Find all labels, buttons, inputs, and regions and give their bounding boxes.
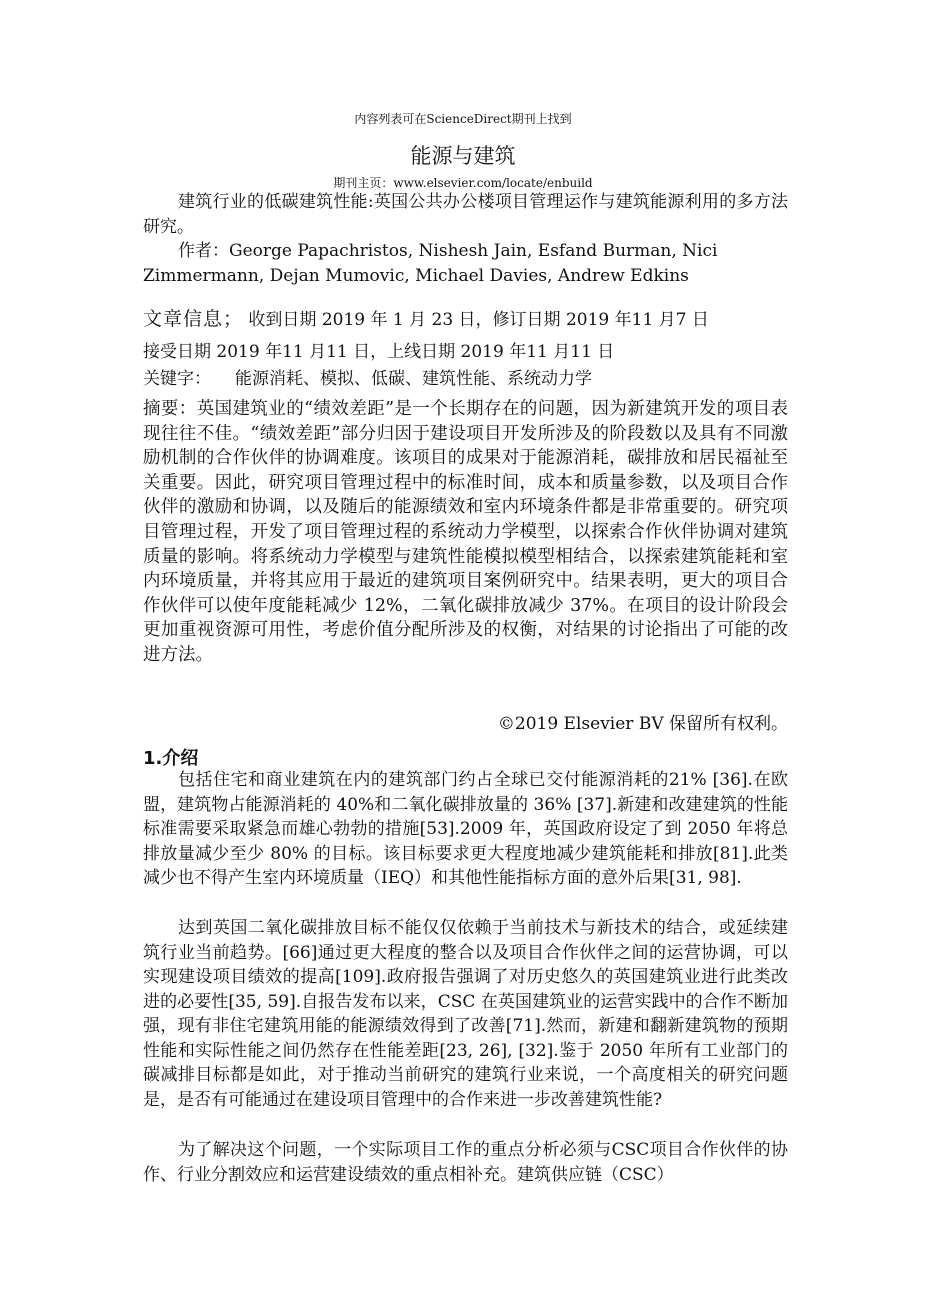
article-title: 建筑行业的低碳建筑性能:英国公共办公楼项目管理运作与建筑能源利用的多方法研究。: [143, 192, 788, 237]
intro-paragraph-2: 达到英国二氧化碳排放目标不能仅仅依赖于当前技术与新技术的结合，或延续建筑行业当前趋势。[66]通过更大程度的整合以及项目合作伙伴之间的运营协调，可以实现建设项目绩效的提高[109].政府报告强调了对历史悠久的英国建筑业进行此类改进的必要性[35, 59].自报告发布以来，CSC 在英国建筑业的运营实践中的合作不断加强，现有非住宅建筑用能的能源绩效得到了改善[71].然而，新建和翻新建筑物的预期 性能和实际性能之间仍然存在性能差距[23, 26], [32].鉴于 2050 年所有工业部门的碳减排目标都是如此，对于推动当前研究的建筑行业来说，一个高度相关的研究问题是，是否有可能通过在建设项目管理中的合作来进一步改善建筑性能?: [143, 918, 788, 1110]
journal-homepage: 期刊主页：www.elsevier.com/locate/enbuild: [333, 176, 593, 190]
journal-availability: 内容列表可在ScienceDirect期刊上找到: [354, 112, 572, 126]
abstract: 摘要：英国建筑业的“绩效差距”是一个长期存在的问题，因为新建筑开发的项目表现往往不佳。“绩效差距”部分归因于建设项目开发所涉及的阶段数以及具有不同激励机制的合作伙伴的协调难度。该项目的成果对于能源消耗，碳排放和居民福祉至关重要。因此，研究项目管理过程中的标准时间，成本和质量参数，以及项目合作伙伴的激励和协调，以及随后的能源绩效和室内环境条件都是非常重要的。研究项目管理过程，开发了项目管理过程的系统动力学模型，以探索合作伙伴协调对建筑质量的影响。将系统动力学模型与建筑性能模拟模型相结合，以探索建筑能耗和室内环境质量，并将其应用于最近的建筑项目案例研究中。结果表明，更大的项目合作伙伴可以使年度能耗减少 12%，二氧化碳排放减少 37%。在项目的设计阶段会更加重视资源可用性，考虑价值分配所涉及的权衡，对结果的讨论指出了可能的改进方法。: [143, 399, 788, 665]
received-revised-dates: 收到日期 2019 年 1 月 23 日，修订日期 2019 年11 月7 日: [243, 310, 709, 330]
copyright: ©2019 Elsevier BV 保留所有权利。: [497, 714, 788, 734]
intro-paragraph-3: 为了解决这个问题，一个实际项目工作的重点分析必须与CSC项目合作伙伴的协作、行业分割效应和运营建设绩效的重点相补充。建筑供应链（CSC）: [143, 1140, 788, 1185]
article-info-label: 文章信息；: [143, 308, 244, 330]
article-authors: 作者：George Papachristos, Nishesh Jain, Esfand Burman, Nici Zimmermann, Dejan Mumovic, Michael Davies, Andrew Edkins: [143, 241, 718, 286]
intro-paragraph-1: 包括住宅和商业建筑在内的建筑部门约占全球已交付能源消耗的21% [36].在欧盟，建筑物占能源消耗的 40%和二氧化碳排放量的 36% [37].新建和改建建筑的性能标准需要采取紧急而雄心勃勃的措施[53].2009 年，英国政府设定了到 2050 年将总排放量减少至少 80% 的目标。该目标要求更大程度地减少建筑能耗和排放[81].此类减少也不得产生室内环境质量（IEQ）和其他性能指标方面的意外后果[31, 98].: [143, 770, 788, 888]
journal-name: 能源与建筑: [410, 144, 516, 168]
article-info: [143, 303, 788, 368]
keywords-label: 关键字：: [143, 369, 211, 389]
section-heading: 1.介绍: [143, 748, 199, 769]
keywords: [143, 367, 788, 392]
accepted-online-dates: 接受日期 2019 年11 月11 日，上线日期 2019 年11 月11 日: [143, 342, 615, 362]
keywords-list: 能源消耗、模拟、低碳、建筑性能、系统动力学: [235, 369, 592, 389]
